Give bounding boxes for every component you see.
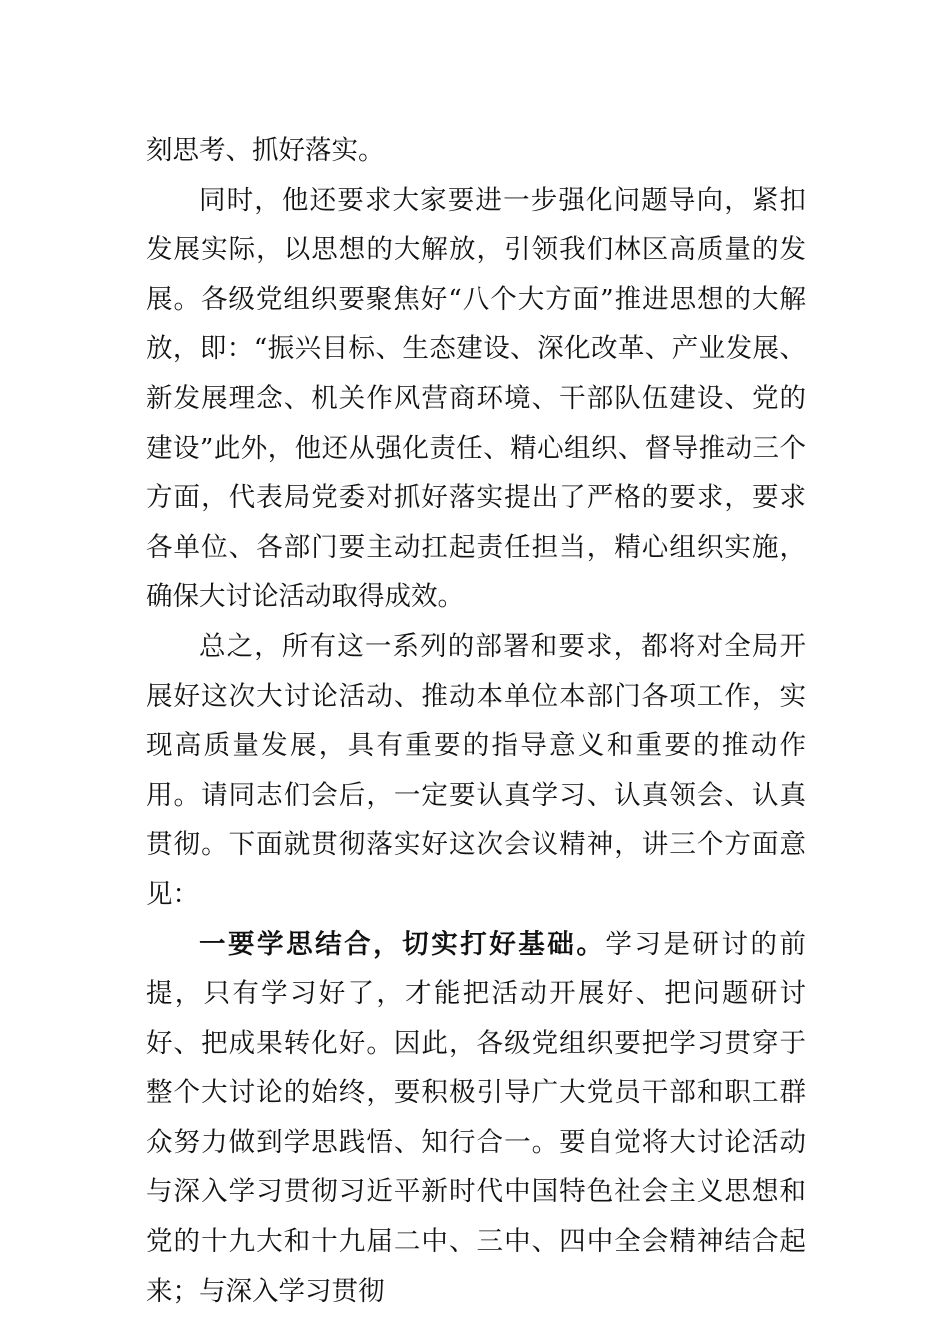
paragraph-continuation: 刻思考、抓好落实。 <box>146 135 385 166</box>
paragraph-summary: 总之，所有这一系列的部署和要求，都将对全局开展好这次大讨论活动、推动本单位本部门各项工作，实现高质量发展，具有重要的指导意义和重要的推动作用。请同志们会后，一定要认真学习、认真领会、认真贯彻。下面就贯彻落实好这次会议精神，讲三个方面意见： <box>146 630 806 910</box>
first-point-heading: 一要学思结合，切实打好基础。 <box>199 928 606 960</box>
paragraph-first-point <box>146 920 806 1317</box>
document-body <box>146 126 806 1316</box>
paragraph-requirements: 同时，他还要求大家要进一步强化问题导向，紧扣发展实际，以思想的大解放，引领我们林区高质量的发展。各级党组织要聚焦好“八个大方面”推进思想的大解放，即：“振兴目标、生态建设、深化改革、产业发展、新发展理念、机关作风营商环境、干部队伍建设、党的建设”此外，他还从强化责任、精心组织、督导推动三个方面，代表局党委对抓好落实提出了严格的要求，要求各单位、各部门要主动扛起责任担当，精心组织实施，确保大讨论活动取得成效。 <box>146 184 806 613</box>
first-point-body: 学习是研讨的前提，只有学习好了，才能把活动开展好、把问题研讨好、把成果转化好。因此，各级党组织要把学习贯穿于整个大讨论的始终，要积极引导广大党员干部和职工群众努力做到学思践悟、知行合一。要自觉将大讨论活动与深入学习贯彻习近平新时代中国特色社会主义思想和党的十九大和十九届二中、三中、四中全会精神结合起来；与深入学习贯彻 <box>146 928 807 1307</box>
